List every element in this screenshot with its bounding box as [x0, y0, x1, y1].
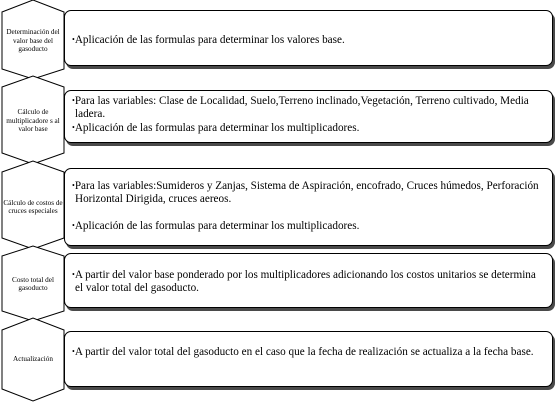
stage-4-detail-box	[64, 253, 553, 308]
stage-2-item-1-text: Para las variables: Clase de Localidad, Suelo,Terreno inclinado,Vegetación, Terreno cultivado, Media ladera.	[74, 95, 529, 120]
bullet-icon: •	[72, 123, 75, 132]
stage-2-detail-box	[64, 90, 553, 143]
stage-2-item-2-text: Aplicación de las formulas para determinar los multiplicadores.	[74, 122, 360, 134]
stage-5-item-1-text: A partir del valor total del gasoducto en el caso que la fecha de realización se actualiza a la fecha base.	[74, 346, 534, 358]
stage-3-item-2	[72, 219, 546, 233]
stage-3-detail-box	[64, 168, 553, 246]
stage-3-item-1-text: Para las variables:Sumideros y Zanjas, Sistema de Aspiración, encofrado, Cruces húmedos, Perforación Horizontal Dirigida, cruces aereos.	[74, 180, 539, 205]
bullet-icon: •	[72, 181, 75, 190]
stage-5-detail-box	[64, 331, 553, 387]
stage-5-label-text: Actualización	[13, 354, 53, 363]
stage-1-detail-box	[64, 10, 553, 66]
stage-1-item-1	[72, 33, 546, 47]
stage-4-label-text: Costo total del gasoducto	[12, 275, 54, 292]
bullet-icon: •	[72, 96, 75, 105]
stage-5-label	[2, 336, 64, 382]
bullet-icon: •	[72, 35, 75, 44]
stage-1-label	[2, 14, 64, 68]
stage-2-item-1	[72, 94, 546, 121]
stage-3-label	[2, 180, 64, 234]
stage-4-item-1	[72, 268, 546, 295]
stage-2-label-text: Cálculo de multiplicadore s al valor base	[6, 108, 60, 134]
bullet-icon: •	[72, 270, 75, 279]
stage-2-label	[2, 94, 64, 148]
stage-3-item-2-text: Aplicación de las formulas para determinar los multiplicadores.	[74, 220, 360, 232]
bullet-icon: •	[72, 221, 75, 230]
bullet-icon: •	[72, 347, 75, 356]
stage-3-spacer	[72, 206, 546, 219]
stage-2-item-2	[72, 121, 546, 135]
stage-1-item-1-text: Aplicación de las formulas para determinar los valores base.	[74, 34, 345, 46]
stage-3-item-1	[72, 179, 546, 206]
stage-3-label-text: Cálculo de costos de cruces especiales	[3, 198, 63, 215]
stage-5-item-1	[72, 345, 546, 359]
stage-4-item-1-text: A partir del valor base ponderado por los multiplicadores adicionando los costos unitarios se determina el valor total del gasoducto.	[74, 269, 536, 294]
stage-1-label-text: Determinación del valor base del gasoducto	[6, 28, 60, 54]
stage-4-label	[2, 262, 64, 306]
